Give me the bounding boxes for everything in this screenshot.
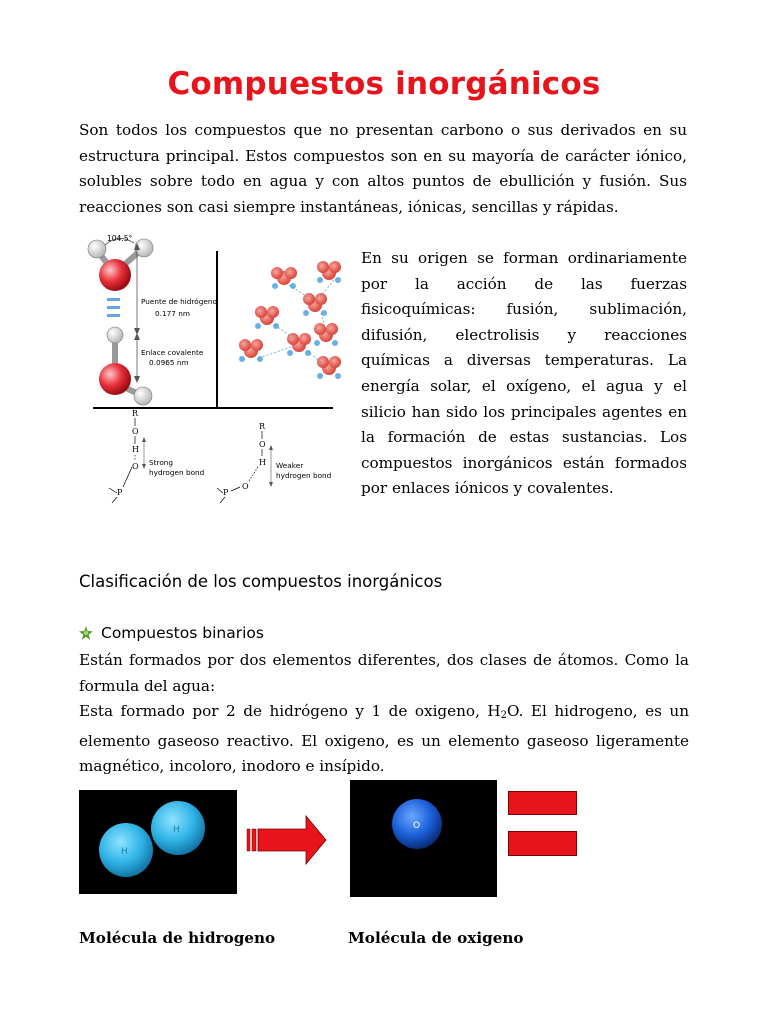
svg-text:H: H [259, 458, 266, 467]
bond-angle-label: 104.5° [107, 234, 133, 243]
section-heading: Clasificación de los compuestos inorgánicos [79, 572, 443, 591]
hydrogen-atom [88, 240, 106, 258]
svg-text:H: H [132, 445, 139, 454]
green-star-bullet-icon [79, 626, 93, 640]
svg-text:H: H [121, 847, 128, 857]
svg-text:R: R [259, 422, 266, 431]
origin-paragraph: En su origen se forman ordinariamente por la acción de las fuerzas fisicoquímicas: fusión, sublimación, difusión, electrolisis y reacciones químicas a diversas temperaturas. La energía solar, el oxígeno, el agua y el silicio han sido los principales agentes en la formación de estas sustancias. Los compuestos inorgánicos están formados por enlaces iónicos y covalentes. [361, 249, 687, 498]
strong-hydrogen-bond-diagram [109, 409, 204, 503]
oxygen-molecule-image [350, 780, 497, 897]
weaker-label-line1: Weaker [276, 461, 304, 470]
oxygen-caption: Molécula de oxigeno [348, 929, 524, 947]
svg-text:O: O [132, 427, 139, 436]
page-title: Compuestos inorgánicos [167, 66, 601, 102]
hydrogen-bond-figure [79, 233, 351, 503]
equals-bar-bottom [508, 831, 577, 856]
hydrogen-caption: Molécula de hidrogeno [79, 929, 276, 947]
svg-text:O: O [242, 482, 249, 491]
svg-text:O: O [132, 462, 139, 471]
binary-line-1: Están formados por dos elementos diferentes, dos clases de átomos. Como la formula del agua: [79, 651, 689, 695]
hbond-dash [107, 314, 120, 317]
svg-text:O: O [259, 440, 266, 449]
hbond-label: Puente de hidrógeno [141, 297, 217, 306]
water-cluster [239, 261, 341, 379]
covalent-value: 0.0965 nm [149, 358, 189, 367]
hydrogen-bond-diagram [79, 233, 351, 503]
hydrogen-atom [134, 387, 152, 405]
svg-text:R: R [132, 409, 139, 418]
strong-label-line1: Strong [149, 458, 174, 467]
svg-text:O: O [413, 821, 421, 831]
bullet-item-binary [79, 624, 264, 642]
hydrogen-atom [107, 327, 123, 343]
hbond-value: 0.177 nm [155, 309, 190, 318]
hbond-dash [107, 306, 120, 309]
hydrogen-molecule-image [79, 790, 237, 894]
binary-compounds-paragraph [79, 648, 689, 780]
oxygen-atom [99, 259, 131, 291]
svg-text:H: H [173, 825, 180, 835]
oxygen-atom [99, 363, 131, 395]
svg-text:P: P [117, 488, 123, 497]
equals-bar-top [508, 791, 577, 815]
bullet-label: Compuestos binarios [101, 624, 264, 642]
hbond-dash [107, 298, 120, 301]
svg-text:P: P [223, 488, 229, 497]
covalent-label: Enlace covalente [141, 348, 204, 357]
weaker-hydrogen-bond-diagram [217, 422, 331, 503]
intro-paragraph: Son todos los compuestos que no presentan carbono o sus derivados en su estructura principal. Estos compuestos son en su mayoría de carácter iónico, solubles sobre todo en agua y con altos puntos de ebullición y fusión. Sus reacciones son casi siempre instantáneas, iónicas, sencillas y rápidas. [79, 121, 687, 216]
strong-label-line2: hydrogen bond [149, 468, 205, 477]
red-arrow-icon [246, 814, 328, 866]
binary-line-2: Esta formado por 2 de hidrógeno y 1 de oxigeno, $H_2O$. El hidrogeno, es un elemento gaseoso reactivo. El oxigeno, es un elemento gaseoso ligeramente magnético, incoloro, inodoro e insípido. [79, 702, 689, 776]
weaker-label-line2: hydrogen bond [276, 471, 332, 480]
